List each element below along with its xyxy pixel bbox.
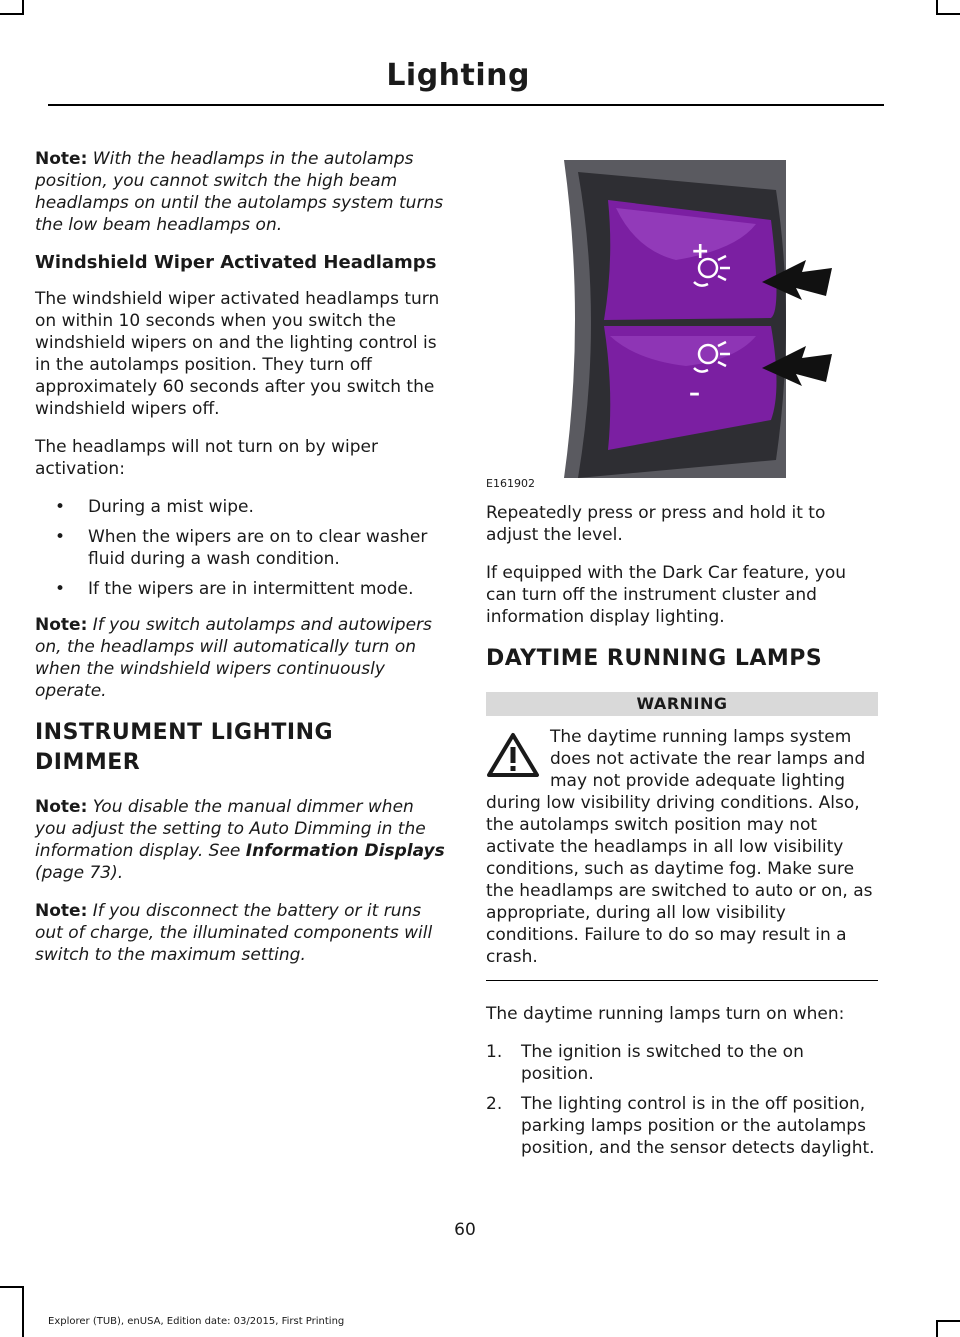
note-text: If you switch autolamps and autowipers on, the headlamps will automatically turn on when the windshield wipers continuously operate. <box>35 615 432 701</box>
dimmer-heading-line2: DIMMER <box>35 750 141 775</box>
note-autowipers <box>35 614 445 702</box>
section-title: Lighting <box>386 58 530 93</box>
dimmer-heading-line1: INSTRUMENT LIGHTING <box>35 720 334 745</box>
xref-page: (page 73). <box>35 863 124 883</box>
list-item: • If the wipers are in intermittent mode. <box>35 578 445 600</box>
list-item <box>486 1093 878 1159</box>
note-label: Note: <box>35 615 88 635</box>
crop-mark <box>0 1286 22 1288</box>
dimmer-switch-illustration <box>486 160 878 478</box>
header-rule <box>48 104 884 106</box>
note-autolamps <box>35 148 445 236</box>
minus-symbol: – <box>689 381 700 406</box>
step-number: 2. <box>486 1094 503 1114</box>
crop-mark <box>936 1320 938 1337</box>
dimmer-paragraph-1: Repeatedly press or press and hold it to adjust the level. <box>486 503 826 545</box>
step-text: The lighting control is in the off position, parking lamps position or the autolamps position, and the sensor detects daylight. <box>521 1094 875 1158</box>
note-label: Note: <box>35 149 88 169</box>
list-item: • When the wipers are on to clear washer fluid during a wash condition. <box>35 526 445 570</box>
note-label: Note: <box>35 797 88 817</box>
wiper-paragraph-2: The headlamps will not turn on by wiper activation: <box>35 437 378 479</box>
note-text: You disable the manual dimmer when you adjust the setting to Auto Dimming in the information display. See <box>35 797 426 861</box>
list-item: • During a mist wipe. <box>35 496 445 518</box>
left-column <box>35 148 445 982</box>
dimmer-heading <box>35 718 445 778</box>
warning-text: The daytime running lamps system does not activate the rear lamps and may not provide adequate lighting during low visibility driving conditions. Also, the autolamps switch position may not activate the headlamps in all low visibility conditions, such as daytime fog. Make sure the headlamps are switched to auto or on, as appropriate, during all low visibility conditions. Failure to do so may result in a crash. <box>486 727 873 967</box>
right-column <box>486 160 878 1167</box>
warning-rule <box>486 980 878 981</box>
note-text: If you disconnect the battery or it runs out of charge, the illuminated components will switch to the maximum setting. <box>35 901 433 965</box>
note-dimmer <box>35 796 445 884</box>
dimmer-switch-figure <box>486 160 878 490</box>
wiper-bullet-list <box>35 496 445 600</box>
drl-steps <box>486 1041 878 1159</box>
list-item <box>486 1041 878 1085</box>
note-battery <box>35 900 445 966</box>
warning-label: WARNING <box>486 692 878 716</box>
xref-information-displays[interactable]: Information Displays <box>245 841 445 861</box>
crop-mark <box>938 13 960 15</box>
crop-mark <box>938 1320 960 1322</box>
plus-symbol: + <box>691 239 710 264</box>
wiper-heading: Windshield Wiper Activated Headlamps <box>35 252 437 273</box>
drl-heading: DAYTIME RUNNING LAMPS <box>486 646 823 671</box>
step-number: 1. <box>486 1042 503 1062</box>
warning-triangle-icon <box>486 732 540 778</box>
page-number: 60 <box>454 1220 476 1240</box>
crop-mark <box>22 1286 24 1337</box>
drl-intro: The daytime running lamps turn on when: <box>486 1004 845 1024</box>
crop-mark <box>0 13 22 15</box>
dimmer-paragraph-2: If equipped with the Dark Car feature, you can turn off the instrument cluster and information display lighting. <box>486 563 847 627</box>
figure-code: E161902 <box>486 477 535 490</box>
crop-mark <box>22 0 24 15</box>
wiper-paragraph-1: The windshield wiper activated headlamps turn on within 10 seconds when you switch the windshield wipers on and the lighting control is in the autolamps position. They turn off approximately 60 seconds after you switch the windshield wipers off. <box>35 289 440 419</box>
footer-edition: Explorer (TUB), enUSA, Edition date: 03/2015, First Printing <box>48 1316 345 1327</box>
note-label: Note: <box>35 901 88 921</box>
note-text: With the headlamps in the autolamps position, you cannot switch the high beam headlamps on until the autolamps system turns the low beam headlamps on. <box>35 149 444 235</box>
step-text: The ignition is switched to the on position. <box>521 1042 804 1084</box>
